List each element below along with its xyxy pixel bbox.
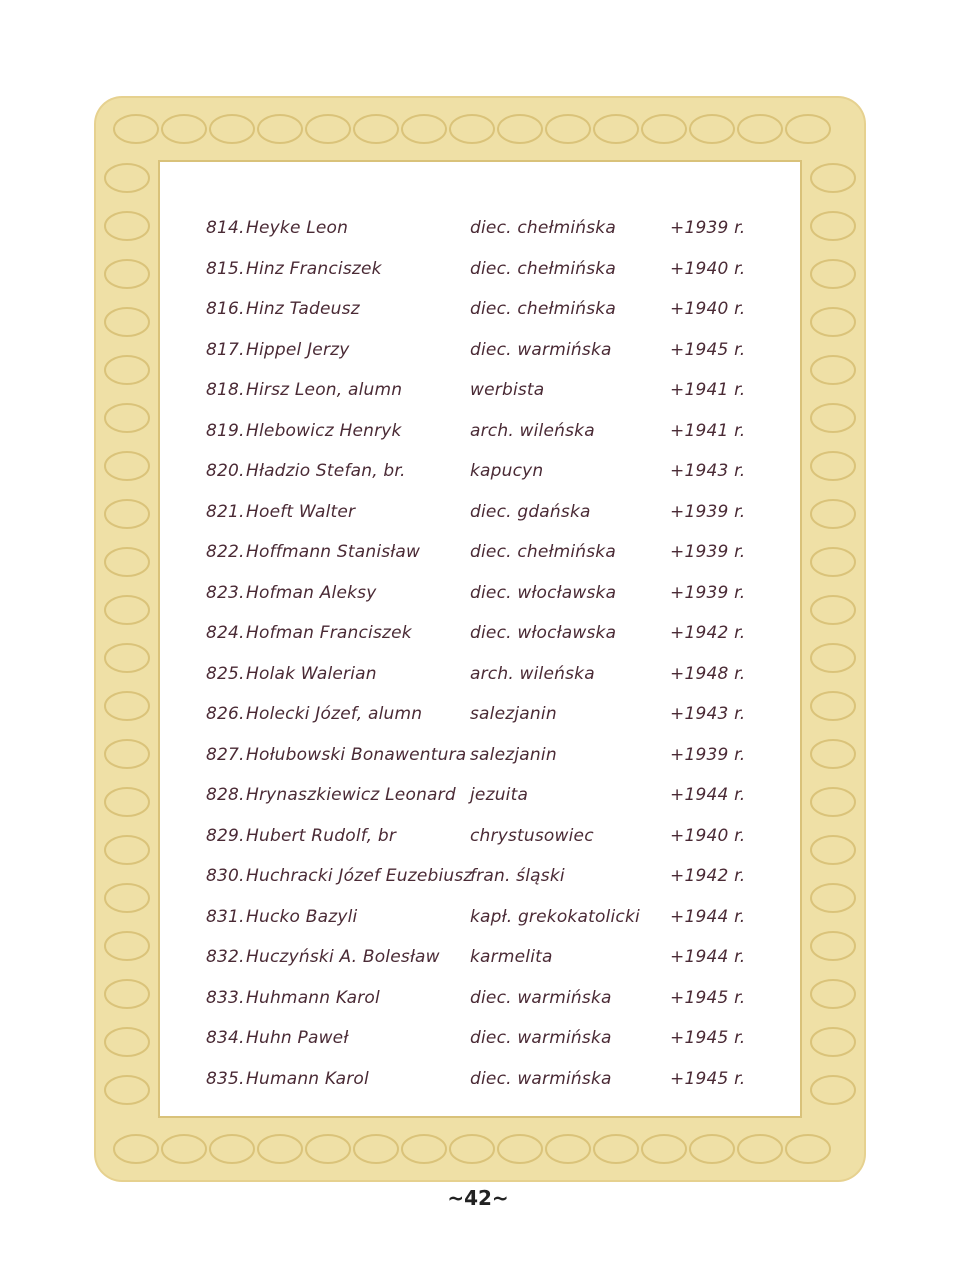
entry-name: Holak Walerian [246, 663, 377, 684]
entry-diocese: diec. włocławska [470, 582, 617, 603]
list-item [200, 492, 760, 533]
entry-diocese: diec. warmińska [470, 339, 612, 360]
entry-diocese: karmelita [470, 947, 553, 967]
entry-year: +1939 r. [670, 501, 746, 522]
entry-number: 834. [206, 1028, 245, 1048]
entry-diocese: diec. warmińska [470, 1068, 612, 1089]
entry-name: Hofman Franciszek [246, 623, 412, 643]
entry-number: 824. [206, 623, 245, 643]
entry-diocese: kapł. grekokatolicki [470, 906, 640, 927]
entry-diocese: arch. wileńska [470, 663, 595, 684]
entry-year: +1940 r. [670, 258, 746, 279]
entry-year: +1940 r. [670, 299, 746, 319]
list-item [200, 370, 760, 411]
entry-number: 831. [206, 906, 245, 927]
entry-year: +1940 r. [670, 825, 746, 846]
entry-diocese: salezjanin [470, 744, 557, 765]
entry-year: +1941 r. [670, 420, 746, 441]
list-item [200, 978, 760, 1019]
entry-name: Hippel Jerzy [246, 339, 350, 360]
entry-number: 822. [206, 542, 245, 562]
entry-year: +1941 r. [670, 380, 746, 400]
entry-number: 828. [206, 785, 245, 805]
list-item [200, 1059, 760, 1100]
entry-number: 819. [206, 420, 245, 441]
entry-diocese: diec. chełmińska [470, 258, 616, 279]
entry-name: Heyke Leon [246, 218, 349, 238]
entry-name: Hładzio Stefan, br. [246, 461, 406, 481]
entry-diocese: fran. śląski [470, 866, 565, 886]
entry-diocese: diec. warmińska [470, 1028, 612, 1048]
entry-year: +1942 r. [670, 623, 746, 643]
entry-year: +1945 r. [670, 1028, 746, 1048]
entry-year: +1939 r. [670, 582, 746, 603]
entry-name: Holecki Józef, alumn [246, 704, 423, 724]
entry-number: 832. [206, 947, 245, 967]
list-item [200, 1018, 760, 1059]
entry-number: 821. [206, 501, 245, 522]
entry-name: Humann Karol [246, 1068, 369, 1089]
entry-year: +1945 r. [670, 987, 746, 1008]
entry-diocese: diec. włocławska [470, 623, 617, 643]
list-item [200, 654, 760, 695]
entry-number: 816. [206, 299, 245, 319]
entry-number: 815. [206, 258, 245, 279]
entry-diocese: diec. gdańska [470, 501, 591, 522]
list-item [200, 532, 760, 573]
entry-year: +1945 r. [670, 1068, 746, 1089]
entry-name: Hlebowicz Henryk [246, 420, 402, 441]
entry-diocese: diec. chełmińska [470, 542, 616, 562]
entry-name: Hinz Tadeusz [246, 299, 360, 319]
entry-diocese: arch. wileńska [470, 420, 595, 441]
list-item [200, 735, 760, 776]
entry-diocese: salezjanin [470, 704, 557, 724]
entry-number: 830. [206, 866, 245, 886]
entry-year: +1944 r. [670, 785, 746, 805]
entry-year: +1943 r. [670, 461, 746, 481]
entry-name: Hubert Rudolf, br [246, 825, 397, 846]
entry-number: 829. [206, 825, 245, 846]
entries-list [200, 208, 760, 1099]
entry-year: +1942 r. [670, 866, 746, 886]
entry-name: Hirsz Leon, alumn [246, 380, 403, 400]
list-item [200, 330, 760, 371]
page-number: ~42~ [447, 1186, 509, 1210]
list-item [200, 613, 760, 654]
entry-name: Hoffmann Stanisław [246, 542, 421, 562]
entry-year: +1939 r. [670, 542, 746, 562]
entry-name: Hoeft Walter [246, 501, 356, 522]
entry-name: Hrynaszkiewicz Leonard [246, 785, 456, 805]
entry-number: 817. [206, 339, 245, 360]
list-item [200, 937, 760, 978]
entry-name: Huchracki Józef Euzebiusz [246, 866, 473, 886]
entry-year: +1939 r. [670, 744, 746, 765]
list-item [200, 775, 760, 816]
entry-diocese: kapucyn [470, 461, 544, 481]
entry-number: 825. [206, 663, 245, 684]
entry-name: Huczyński A. Bolesław [246, 947, 440, 967]
entry-number: 826. [206, 704, 245, 724]
entry-number: 827. [206, 744, 245, 765]
list-item [200, 208, 760, 249]
entry-diocese: chrystusowiec [470, 825, 594, 846]
list-item [200, 451, 760, 492]
entry-number: 833. [206, 987, 245, 1008]
list-item [200, 573, 760, 614]
entry-number: 814. [206, 218, 245, 238]
entry-name: Huhn Paweł [246, 1028, 349, 1048]
entry-number: 823. [206, 582, 245, 603]
list-item [200, 816, 760, 857]
entry-year: +1948 r. [670, 663, 746, 684]
entry-diocese: diec. warmińska [470, 987, 612, 1008]
entry-year: +1943 r. [670, 704, 746, 724]
list-item [200, 411, 760, 452]
entry-diocese: werbista [470, 380, 545, 400]
entry-year: +1945 r. [670, 339, 746, 360]
entry-year: +1944 r. [670, 906, 746, 927]
entry-year: +1939 r. [670, 218, 746, 238]
list-item [200, 694, 760, 735]
entry-name: Huhmann Karol [246, 987, 380, 1008]
entry-number: 820. [206, 461, 245, 481]
entry-diocese: diec. chełmińska [470, 218, 616, 238]
entry-number: 818. [206, 380, 245, 400]
entry-number: 835. [206, 1068, 245, 1089]
list-item [200, 289, 760, 330]
entry-diocese: jezuita [470, 785, 529, 805]
entry-year: +1944 r. [670, 947, 746, 967]
entry-diocese: diec. chełmińska [470, 299, 616, 319]
list-item [200, 897, 760, 938]
entry-name: Hucko Bazyli [246, 906, 358, 927]
list-item [200, 856, 760, 897]
entry-name: Hofman Aleksy [246, 582, 377, 603]
list-item [200, 249, 760, 290]
entry-name: Hinz Franciszek [246, 258, 382, 279]
entry-name: Hołubowski Bonawentura [246, 744, 467, 765]
